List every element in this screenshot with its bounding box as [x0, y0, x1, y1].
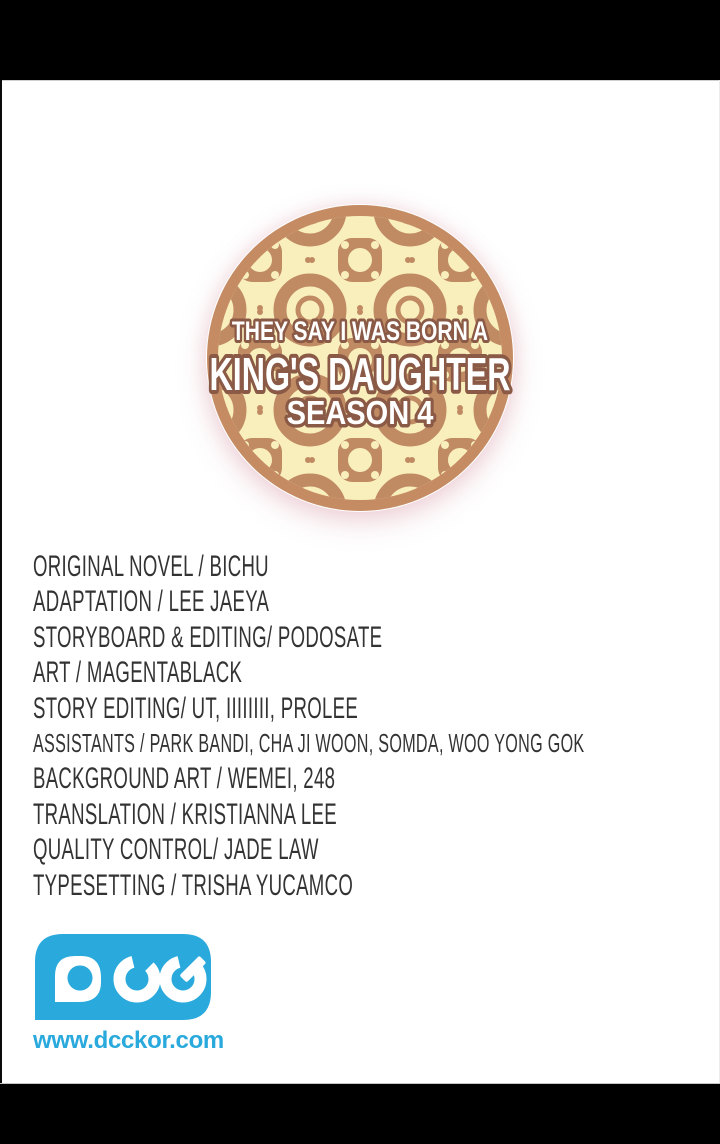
left-edge-line: [0, 80, 2, 1083]
series-title-badge: [206, 204, 514, 512]
credits-list: [33, 549, 693, 903]
badge-title-line2: KING'S DAUGHTER: [209, 349, 511, 401]
credit-line-story-editing: STORY EDITING/ UT, IIIIIIII, PROLEE: [33, 691, 359, 725]
credit-line-art: ART / MAGENTABLACK: [33, 656, 243, 690]
badge-title-line3: SEASON 4: [286, 394, 434, 432]
credit-line-background-art: BACKGROUND ART / WEMEI, 248: [33, 762, 336, 796]
credit-line-adaptation: ADAPTATION / LEE JAEYA: [33, 585, 270, 619]
publisher-url: www.dcckor.com: [33, 1027, 224, 1054]
credit-line-typesetting: TYPESETTING / TRISHA YUCAMCO: [33, 868, 354, 902]
credit-line-quality-control: QUALITY CONTROL/ JADE LAW: [33, 833, 319, 867]
badge-ornament-icon: [206, 204, 514, 512]
bottom-letterbox-bar: [0, 1083, 720, 1144]
credit-line-assistants: ASSISTANTS / PARK BANDI, CHA JI WOON, SOMDA, WOO YONG GOK: [33, 728, 585, 759]
credit-line-original-novel: ORIGINAL NOVEL / BICHU: [33, 550, 269, 583]
badge-title-line1: THEY SAY I WAS BORN A: [231, 316, 489, 347]
publisher-brand: [33, 934, 224, 1055]
credit-line-translation: TRANSLATION / KRISTIANNA LEE: [33, 797, 337, 831]
dcc-logo-icon: [33, 934, 211, 1020]
credit-line-storyboard-editing: STORYBOARD & EDITING/ PODOSATE: [33, 620, 383, 654]
top-letterbox-bar: [0, 0, 720, 81]
